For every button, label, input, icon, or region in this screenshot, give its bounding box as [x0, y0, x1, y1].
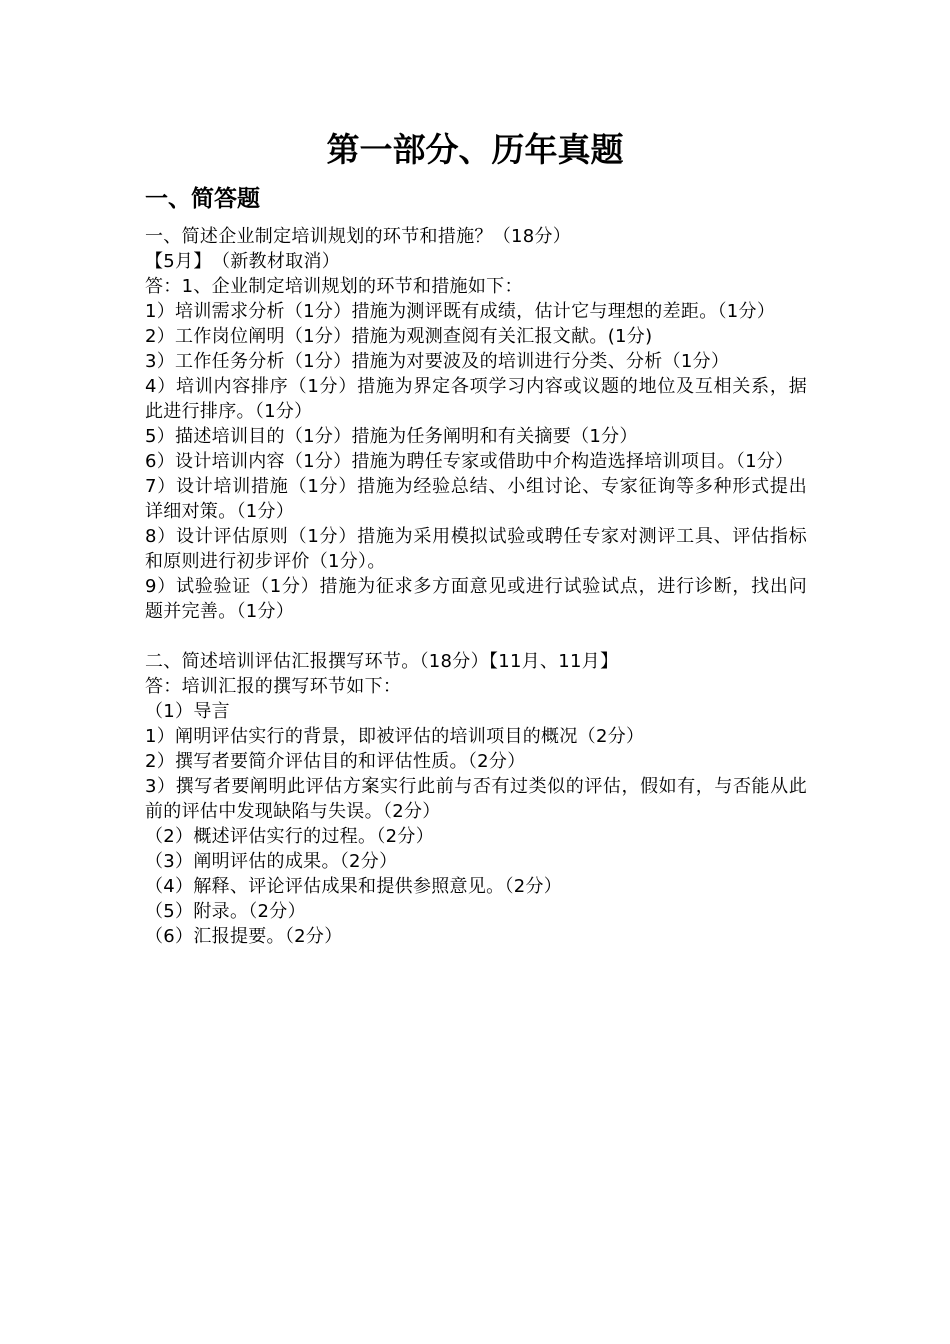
answer-2-item: 3）撰写者要阐明此评估方案实行此前与否有过类似的评估，假如有，与否能从此前的评估中发现缺陷与失误。（2分）: [145, 776, 807, 822]
answer-1-item: 4）培训内容排序（1分）措施为界定各项学习内容或议题的地位及互相关系，据此进行排序。（1分）: [145, 376, 807, 422]
answer-1-item: 5）描述培训目的（1分）措施为任务阐明和有关摘要（1分）: [145, 426, 638, 447]
answer-2-item: （5）附录。（2分）: [145, 901, 306, 922]
answer-1-item: 3）工作任务分析（1分）措施为对要波及的培训进行分类、分析（1分）: [145, 351, 730, 372]
question-2: 二、简述培训评估汇报撰写环节。（18分）【11月、11月】: [145, 651, 619, 672]
answer-2-item: （2）概述评估实行的过程。（2分）: [145, 826, 435, 847]
answer-1-item: 8）设计评估原则（1分）措施为采用模拟试验或聘任专家对测评工具、评估指标和原则进行初步评价（1分）。: [145, 526, 807, 572]
answer-1-item: 7）设计培训措施（1分）措施为经验总结、小组讨论、专家征询等多种形式提出详细对策。（1分）: [145, 476, 807, 522]
answer-1-intro: 答：1、企业制定培训规划的环节和措施如下：: [145, 276, 523, 297]
question-1: 一、简述企业制定培训规划的环节和措施？（18分）: [145, 226, 572, 247]
answer-2-item: （6）汇报提要。（2分）: [145, 926, 343, 947]
answer-2-item: 1）阐明评估实行的背景，即被评估的培训项目的概况（2分）: [145, 726, 645, 747]
document-body: [145, 224, 807, 949]
answer-2-item: （1）导言: [145, 701, 230, 722]
paragraph-spacer: [145, 624, 807, 649]
page-title: 第一部分、历年真题: [326, 130, 624, 169]
answer-2-intro: 答：培训汇报的撰写环节如下：: [145, 676, 402, 697]
answer-1-item: 2）工作岗位阐明（1分）措施为观测查阅有关汇报文献。(1分): [145, 326, 653, 347]
answer-2-item: 2）撰写者要简介评估目的和评估性质。（2分）: [145, 751, 526, 772]
question-1-tag: 【5月】 （新教材取消）: [145, 251, 341, 272]
answer-1-item: 1）培训需求分析（1分）措施为测评既有成绩，估计它与理想的差距。（1分）: [145, 301, 776, 322]
answer-1-item: 6）设计培训内容（1分）措施为聘任专家或借助中介构造选择培训项目。（1分）: [145, 451, 794, 472]
answer-2-item: （3）阐明评估的成果。（2分）: [145, 851, 398, 872]
section-heading: 一、简答题: [145, 186, 260, 212]
answer-2-item: （4）解释、评论评估成果和提供参照意见。（2分）: [145, 876, 563, 897]
answer-1-item: 9）试验验证（1分）措施为征求多方面意见或进行试验试点，进行诊断，找出问题并完善。（1分）: [145, 576, 807, 622]
